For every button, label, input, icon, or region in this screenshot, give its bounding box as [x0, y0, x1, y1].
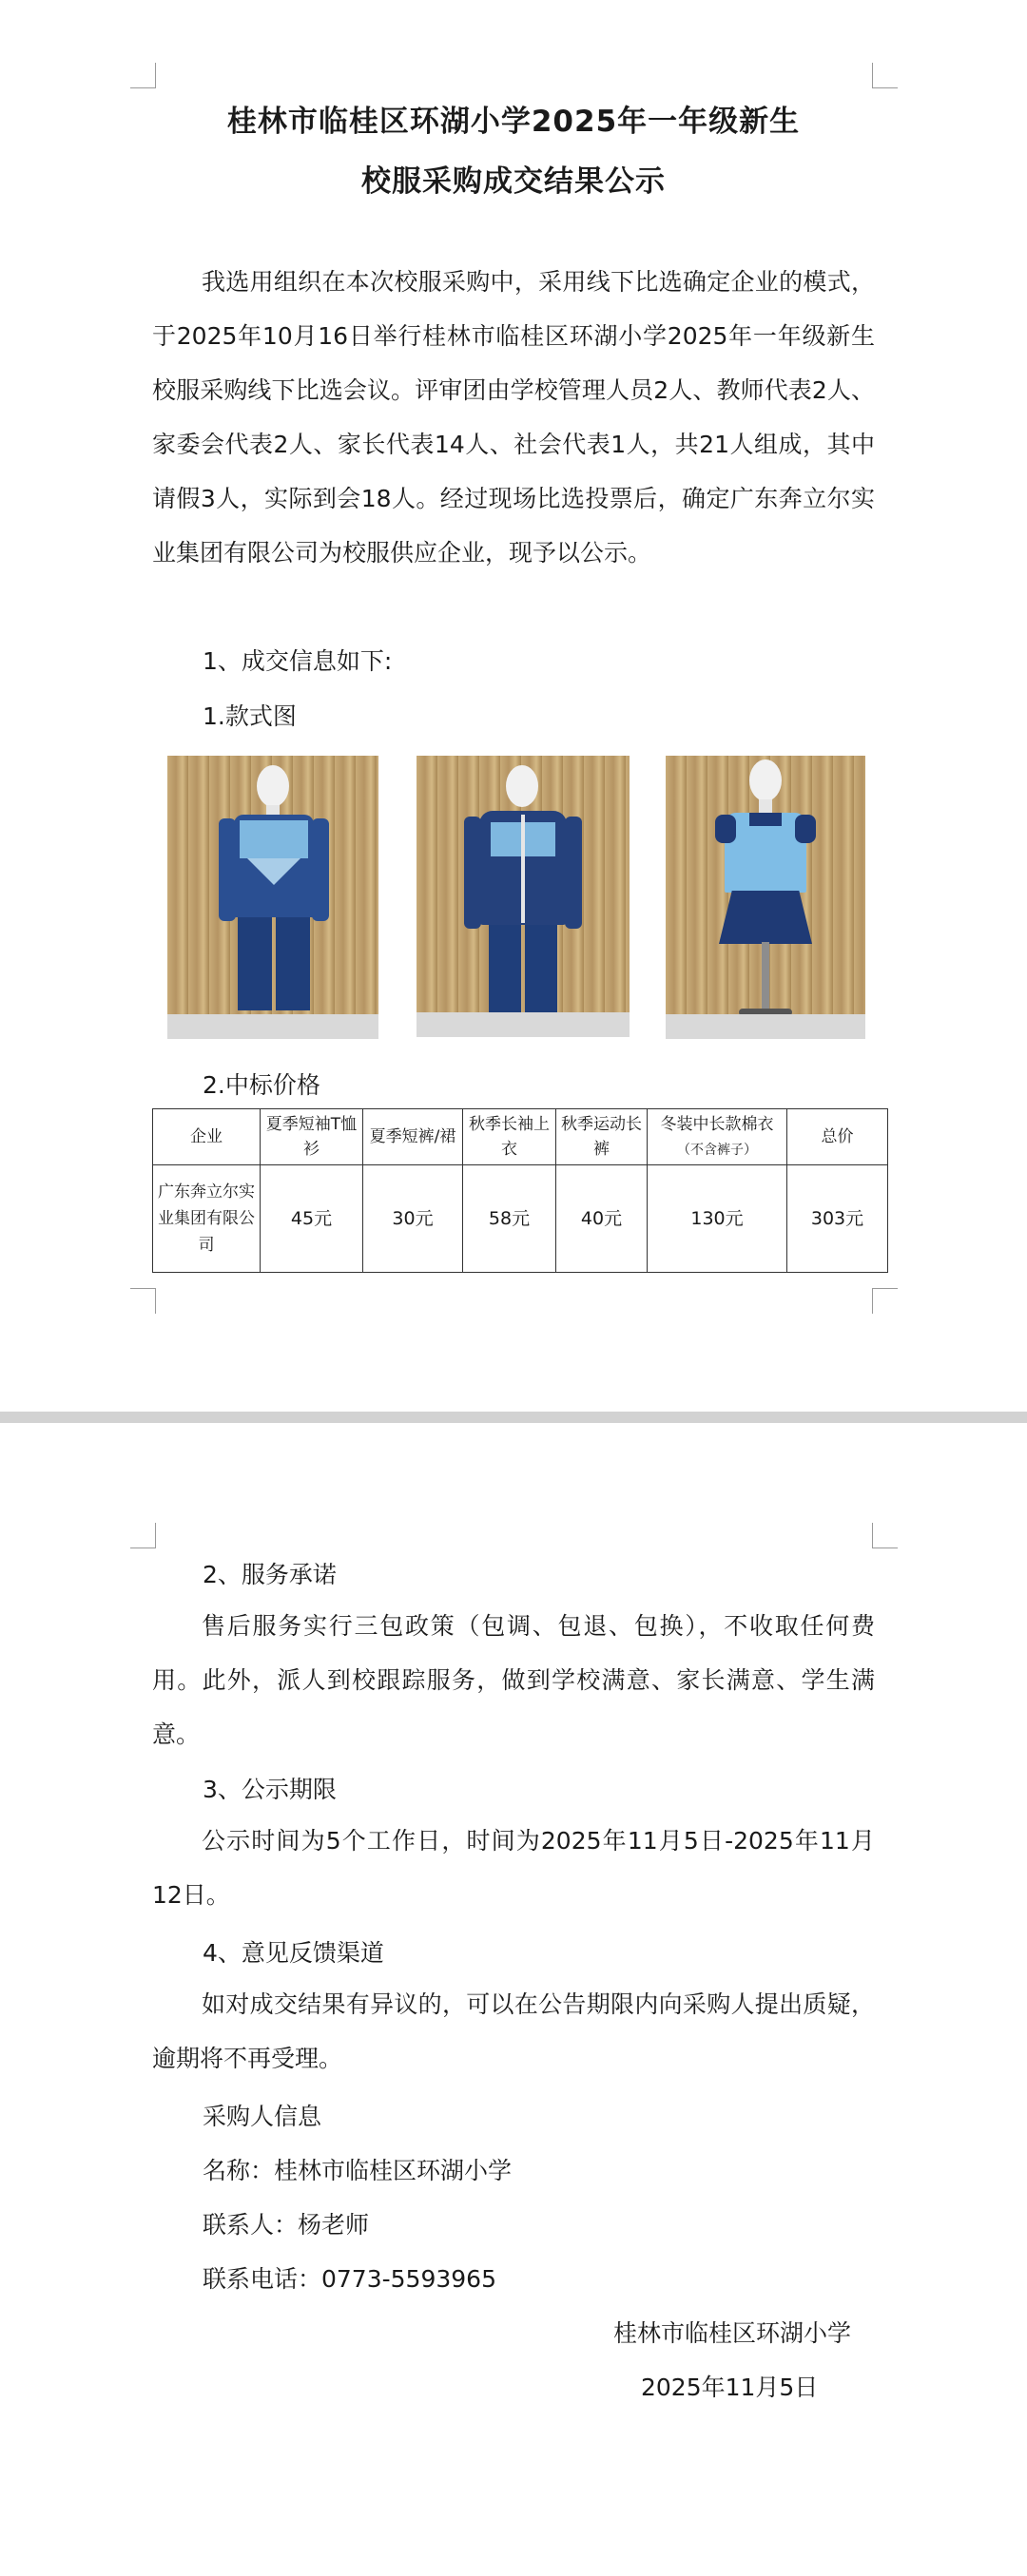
page-title-line-1: 桂林市临桂区环湖小学2025年一年级新生 [226, 105, 801, 139]
crop-mark [130, 1523, 156, 1548]
signature-organization: 桂林市临桂区环湖小学 [613, 2319, 852, 2347]
service-paragraph: 售后服务实行三包政策（包调、包退、包换），不收取任何费用。此外，派人到校跟踪服务，做到学校满意、家长满意、学生满意。 [152, 1612, 875, 1748]
table-header-cell: 秋季运动长裤 [556, 1109, 648, 1165]
price-table [152, 1108, 888, 1273]
section-1-heading: 1、成交信息如下: [203, 647, 393, 675]
table-header-cell: 夏季短裤/裙 [363, 1109, 463, 1165]
crop-mark [872, 1288, 898, 1314]
table-cell: 30元 [363, 1165, 463, 1273]
period-paragraph: 公示时间为5个工作日，时间为2025年11月5日-2025年11月12日。 [152, 1827, 875, 1909]
signature-date: 2025年11月5日 [641, 2374, 819, 2401]
price-heading: 2.中标价格 [203, 1071, 320, 1099]
section-4-heading: 4、意见反馈渠道 [203, 1939, 384, 1967]
buyer-phone: 联系电话：0773-5593965 [203, 2265, 496, 2293]
table-header-cell: 秋季长袖上衣 [463, 1109, 556, 1165]
table-row [153, 1165, 888, 1273]
table-cell: 45元 [261, 1165, 363, 1273]
buyer-contact: 联系人：杨老师 [203, 2211, 370, 2239]
table-cell: 58元 [463, 1165, 556, 1273]
crop-mark [872, 63, 898, 88]
table-cell: 130元 [648, 1165, 787, 1273]
table-header-cell: 企业 [153, 1109, 261, 1165]
section-3-heading: 3、公示期限 [203, 1776, 337, 1803]
crop-mark [130, 63, 156, 88]
intro-paragraph: 我选用组织在本次校服采购中，采用线下比选确定企业的模式，于2025年10月16日举行桂林市临桂区环湖小学2025年一年级新生校服采购线下比选会议。评审团由学校管理人员2人、教师代表2人、家委会代表2人、家长代表14人、社会代表1人，共21人组成，其中请假3人，实际到会18人。经过现场比选投票后，确定广东奔立尔实业集团有限公司为校服供应企业，现予以公示。 [152, 268, 875, 567]
buyer-info-heading: 采购人信息 [203, 2103, 322, 2130]
page-title-line-2: 校服采购成交结果公示 [361, 164, 666, 199]
uniform-photo-summer-dress [666, 756, 865, 1039]
table-header-row [153, 1109, 888, 1165]
uniform-photo-winter-coat [417, 756, 630, 1037]
buyer-name: 名称：桂林市临桂区环湖小学 [203, 2157, 513, 2184]
section-2-heading: 2、服务承诺 [203, 1561, 337, 1588]
style-image-heading: 1.款式图 [203, 702, 297, 730]
table-cell-company: 广东奔立尔实业集团有限公司 [153, 1165, 261, 1273]
table-header-cell: 夏季短袖T恤衫 [261, 1109, 363, 1165]
document-page-2 [0, 1423, 1027, 2576]
page-separator [0, 1412, 1027, 1423]
uniform-photo-autumn-jacket [167, 756, 378, 1039]
crop-mark [130, 1288, 156, 1314]
header-note: （不含裤子） [677, 1142, 757, 1158]
table-header-cell [648, 1109, 787, 1165]
table-header-cell: 总价 [787, 1109, 888, 1165]
table-cell: 303元 [787, 1165, 888, 1273]
feedback-paragraph: 如对成交结果有异议的，可以在公告期限内向采购人提出质疑，逾期将不再受理。 [152, 1990, 875, 2072]
table-cell: 40元 [556, 1165, 648, 1273]
header-text: 冬装中长款棉衣 [660, 1114, 774, 1134]
crop-mark [872, 1523, 898, 1548]
